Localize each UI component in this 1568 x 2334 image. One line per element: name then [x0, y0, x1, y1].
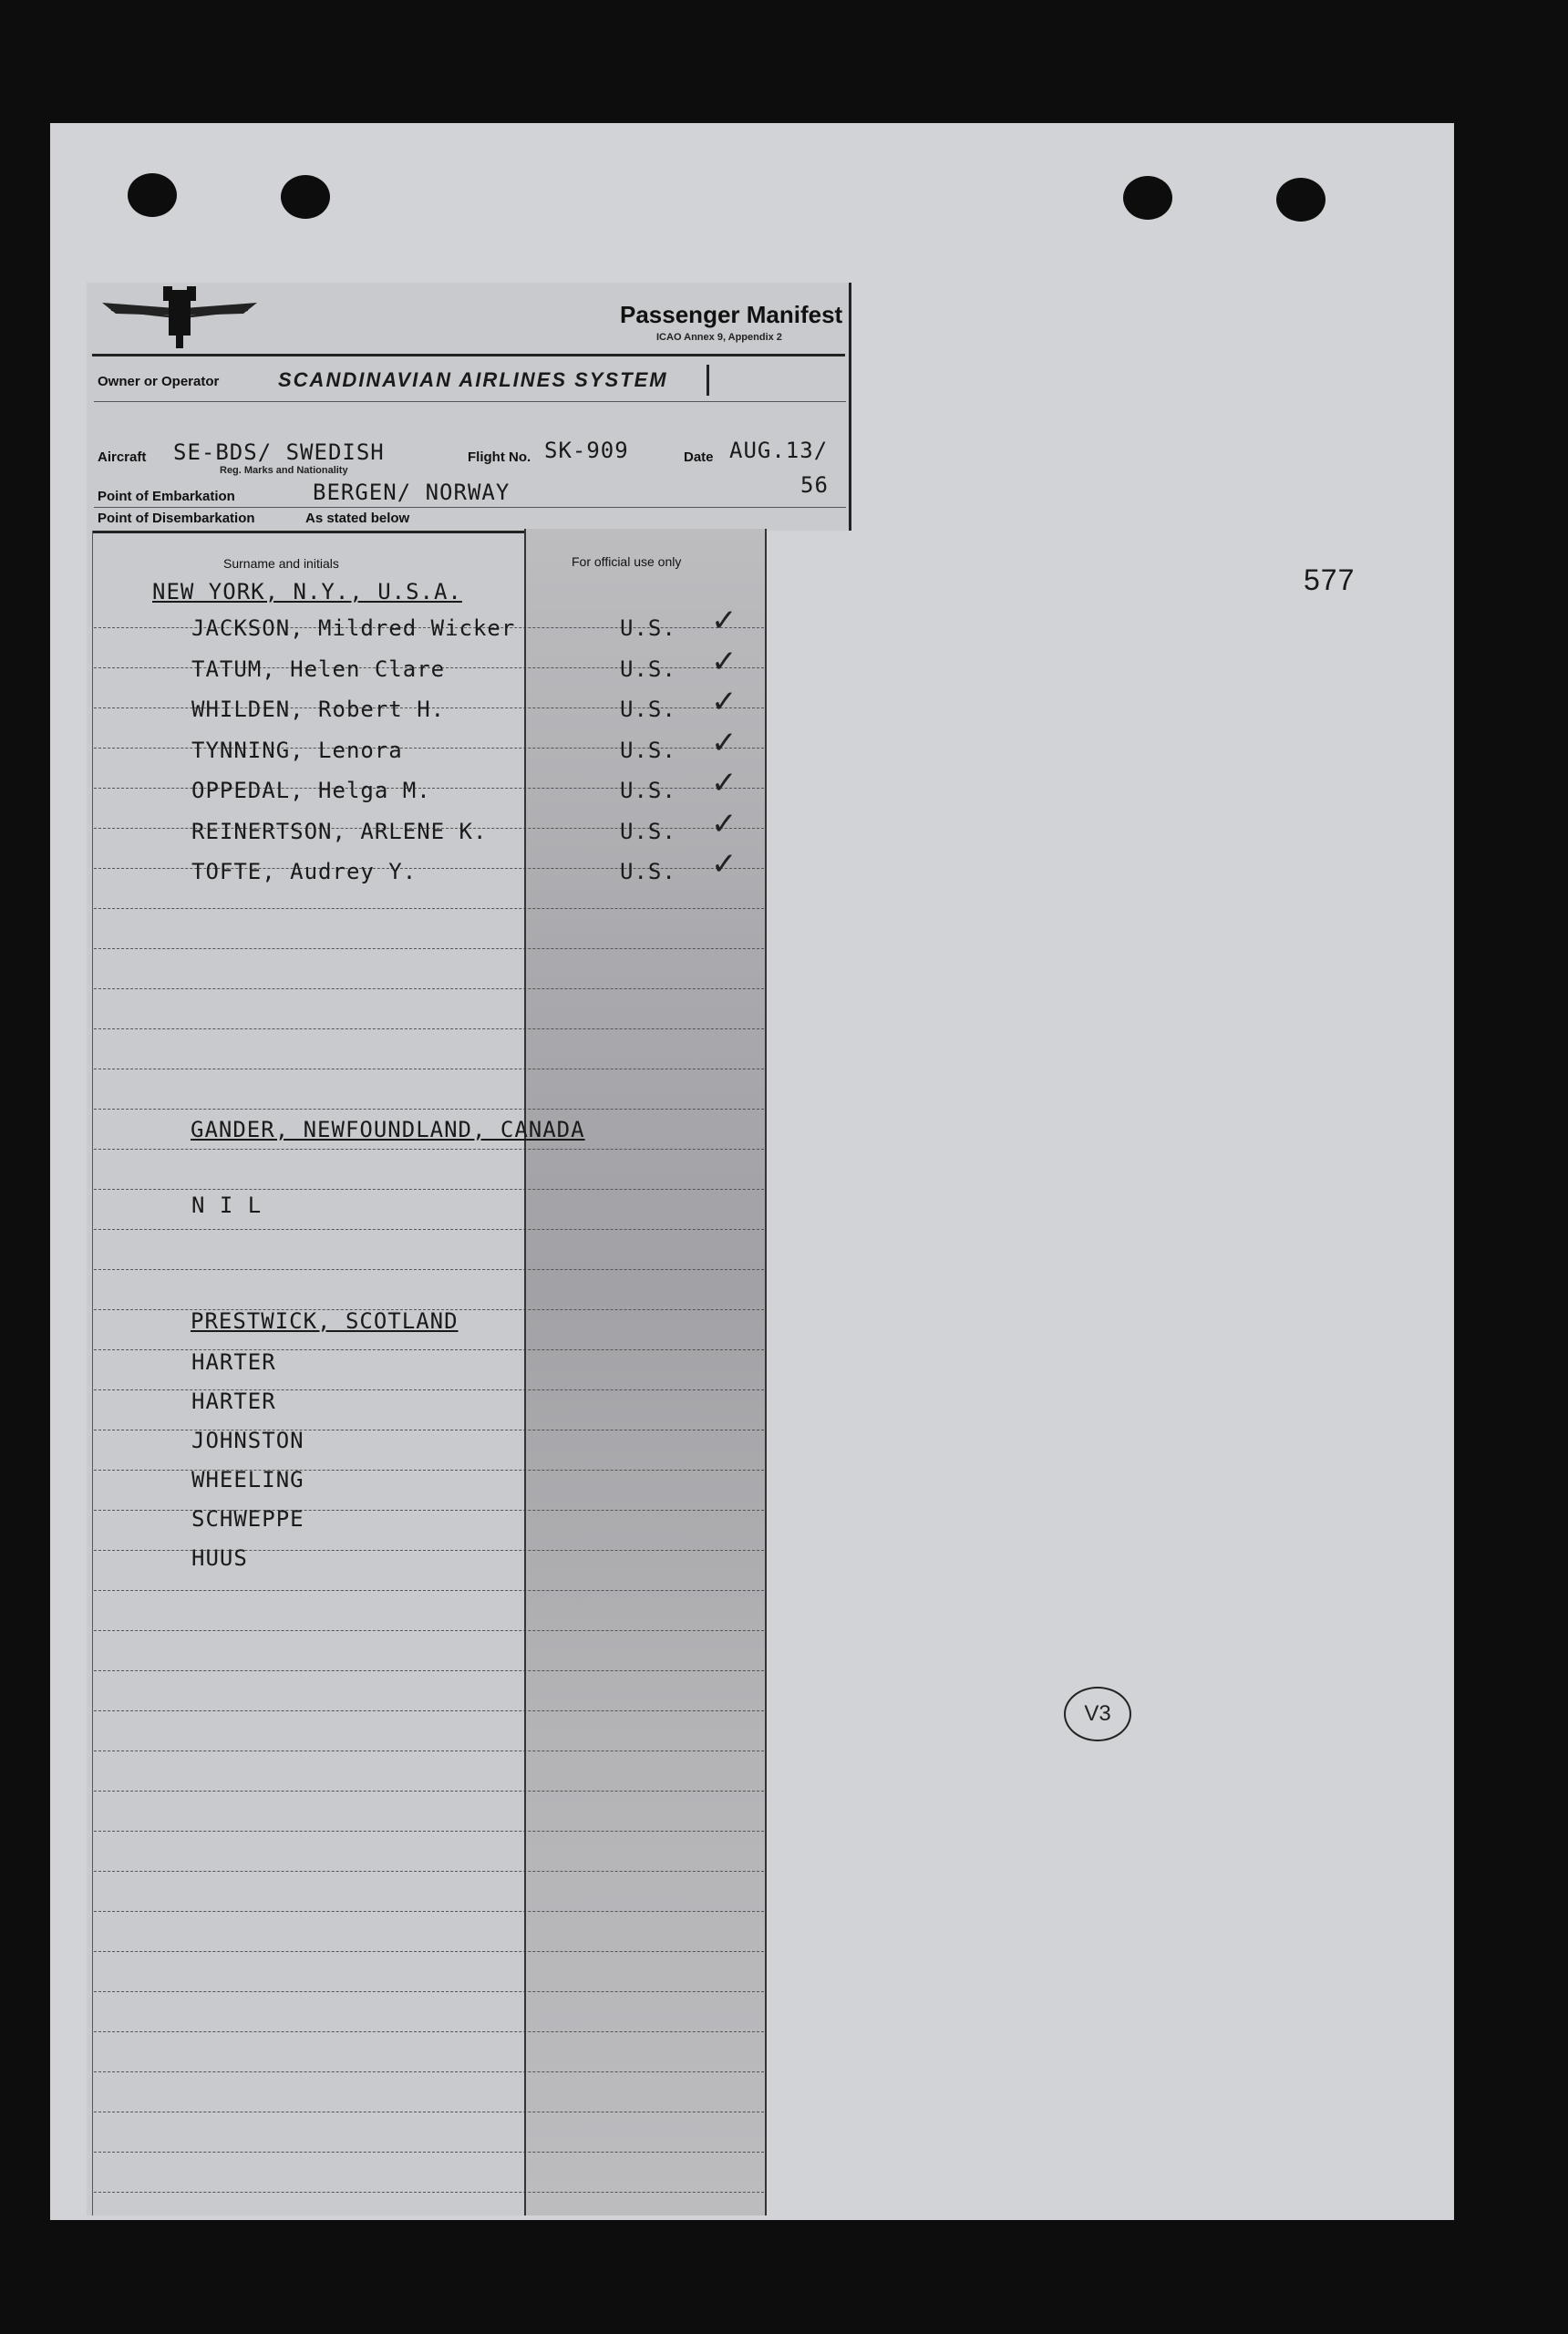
flight-label: Flight No.: [468, 449, 531, 465]
col-official-header: For official use only: [572, 554, 682, 569]
ruled-line: [94, 1269, 764, 1270]
punch-hole: [1276, 178, 1326, 222]
pen-mark: [707, 365, 709, 396]
ruled-line: [94, 1710, 764, 1711]
passenger-name: JOHNSTON: [191, 1428, 304, 1453]
owner-value: SCANDINAVIAN AIRLINES SYSTEM: [278, 368, 668, 391]
punch-hole: [128, 173, 177, 217]
ruled-line: [94, 1791, 764, 1792]
check-mark-icon: ✓: [711, 725, 738, 761]
ruled-line: [94, 948, 764, 949]
embark-value: BERGEN/ NORWAY: [313, 480, 511, 505]
col-name-header: Surname and initials: [223, 556, 339, 571]
ruled-line: [94, 988, 764, 989]
nationality-mark: U.S.: [620, 819, 676, 844]
nationality-mark: U.S.: [620, 859, 676, 884]
section-heading: PRESTWICK, SCOTLAND: [191, 1308, 459, 1334]
page-number: 577: [1304, 563, 1356, 596]
ruled-line: [94, 908, 764, 909]
ruled-line: [94, 1831, 764, 1832]
disembark-label: Point of Disembarkation: [98, 511, 255, 526]
ruled-line: [94, 2152, 764, 2153]
form-left-edge: [92, 531, 93, 2215]
date-year: 56: [800, 472, 829, 498]
ruled-line: [94, 1670, 764, 1671]
manifest-form: [87, 283, 843, 2215]
nationality-mark: U.S.: [620, 656, 676, 682]
passenger-name: HARTER: [191, 1349, 276, 1375]
ruled-line: [94, 1590, 764, 1591]
passenger-name: WHILDEN, Robert H.: [191, 697, 446, 722]
embark-label: Point of Embarkation: [98, 489, 235, 504]
passenger-name: REINERTSON, ARLENE K.: [191, 819, 488, 844]
aircraft-sublabel: Reg. Marks and Nationality: [220, 465, 348, 476]
nationality-mark: U.S.: [620, 778, 676, 803]
check-mark-icon: ✓: [711, 644, 738, 680]
check-mark-icon: ✓: [711, 603, 738, 639]
ruled-line: [94, 2031, 764, 2032]
aircraft-value: SE-BDS/ SWEDISH: [173, 439, 385, 465]
ruled-line: [94, 1229, 764, 1230]
section-heading: NEW YORK, N.Y., U.S.A.: [152, 579, 462, 604]
passenger-name: TATUM, Helen Clare: [191, 656, 446, 682]
stamp-v3: [1064, 1687, 1131, 1741]
check-mark-icon: ✓: [711, 765, 738, 801]
column-divider: [524, 531, 526, 2215]
passenger-name: WHEELING: [191, 1467, 304, 1492]
passenger-name: OPPEDAL, Helga M.: [191, 778, 431, 803]
flight-value: SK-909: [544, 438, 629, 463]
ruled-line: [94, 1911, 764, 1912]
stamp-text: V3: [1084, 1701, 1111, 1726]
nationality-mark: U.S.: [620, 697, 676, 722]
aircraft-label: Aircraft: [98, 449, 147, 465]
date-label: Date: [684, 449, 714, 465]
ruled-line: [94, 1149, 764, 1150]
check-mark-icon: ✓: [711, 806, 738, 842]
passenger-name: JACKSON, Mildred Wicker: [191, 615, 516, 641]
ruled-line: [94, 1028, 764, 1029]
punch-hole: [1123, 176, 1172, 220]
form-subtitle: ICAO Annex 9, Appendix 2: [656, 332, 782, 343]
ruled-line: [94, 1871, 764, 1872]
check-mark-icon: ✓: [711, 684, 738, 720]
ruled-line: [94, 1951, 764, 1952]
ruled-line: [94, 2192, 764, 2193]
passenger-name: TYNNING, Lenora: [191, 738, 403, 763]
ruled-line: [94, 1189, 764, 1190]
ruled-line: [94, 1630, 764, 1631]
passenger-name: HARTER: [191, 1389, 276, 1414]
ruled-line: [94, 1750, 764, 1751]
airline-logo-icon: [98, 283, 262, 356]
passenger-name: SCHWEPPE: [191, 1506, 304, 1532]
form-header: [87, 283, 851, 531]
passenger-name: HUUS: [191, 1545, 248, 1571]
punch-hole: [281, 175, 330, 219]
passenger-name: N I L: [191, 1193, 263, 1218]
nationality-mark: U.S.: [620, 738, 676, 763]
ruled-line: [94, 2071, 764, 2072]
section-heading: GANDER, NEWFOUNDLAND, CANADA: [191, 1117, 585, 1142]
manifest-sheet: [50, 123, 1454, 2220]
date-value: AUG.13/: [729, 438, 829, 463]
passenger-name: TOFTE, Audrey Y.: [191, 859, 418, 884]
ruled-line: [94, 1109, 764, 1110]
owner-label: Owner or Operator: [98, 374, 220, 389]
ruled-line: [94, 1991, 764, 1992]
check-mark-icon: ✓: [711, 846, 738, 883]
form-title: Passenger Manifest: [620, 301, 843, 328]
disembark-value: As stated below: [305, 511, 410, 526]
nationality-mark: U.S.: [620, 615, 676, 641]
